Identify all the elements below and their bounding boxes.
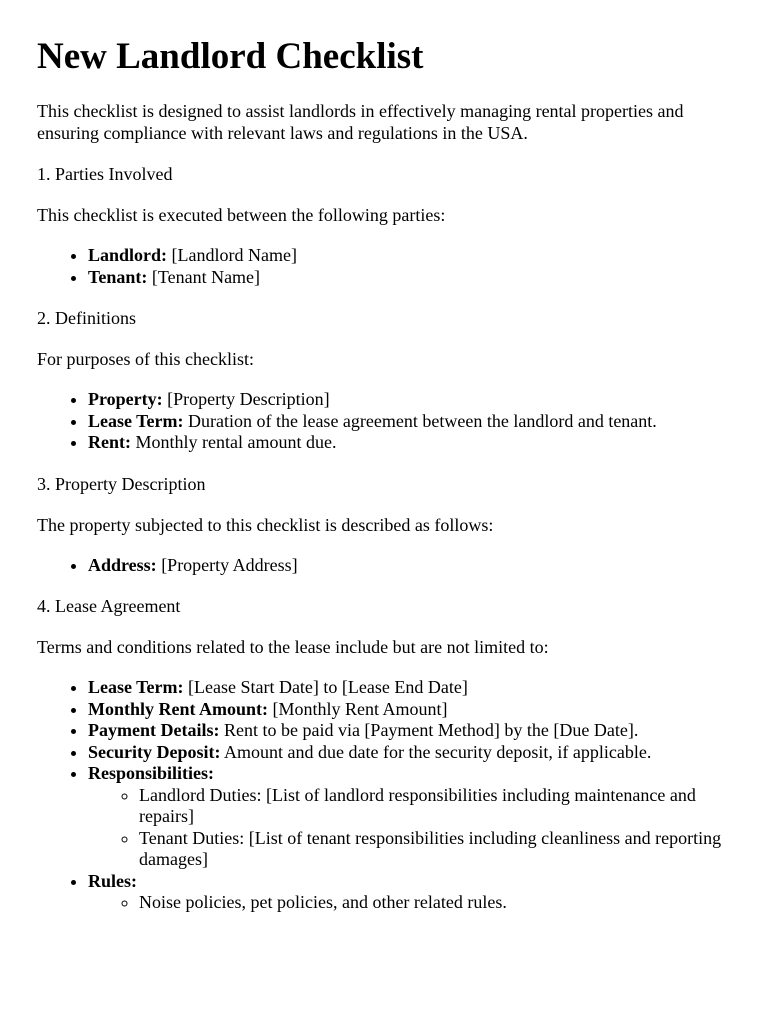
item-value: Rent to be paid via [Payment Method] by the [Due Date].	[219, 720, 639, 740]
item-value: Duration of the lease agreement between the landlord and tenant.	[183, 410, 657, 431]
section-text-lease: Terms and conditions related to the lease include but are not limited to:	[37, 637, 549, 657]
item-value: [Monthly Rent Amount]	[268, 698, 448, 719]
sublist-item: ◦ Landlord Duties: [List of landlord responsibilities including maintenance and repairs]	[139, 785, 730, 828]
item-label: Rent:	[88, 432, 131, 452]
item-label: Lease Term:	[88, 677, 184, 697]
list-item	[88, 871, 730, 914]
item-value: Monthly rental amount due.	[131, 432, 337, 452]
list-item	[88, 245, 730, 267]
list-item	[88, 432, 730, 454]
item-value: [Property Address]	[156, 554, 298, 575]
section-heading-lease: 4. Lease Agreement	[37, 596, 181, 616]
section-text-property: The property subjected to this checklist is described as follows:	[37, 514, 494, 535]
list-item	[88, 411, 730, 433]
item-label: Address:	[88, 554, 157, 575]
lease-list	[37, 677, 730, 914]
item-label: Landlord:	[88, 245, 168, 265]
section-text-parties: This checklist is executed between the following parties:	[37, 205, 446, 225]
list-item	[88, 677, 730, 699]
item-value: [Tenant Name]	[147, 266, 261, 287]
item-value: [Lease Start Date] to [Lease End Date]	[183, 677, 468, 697]
parties-list	[37, 245, 730, 288]
list-item	[88, 389, 730, 411]
responsibilities-sublist	[88, 785, 730, 871]
item-label: Lease Term:	[88, 410, 184, 431]
property-list	[37, 555, 730, 577]
list-item	[88, 763, 730, 871]
rules-sublist	[88, 892, 730, 914]
item-value: [Landlord Name]	[167, 245, 297, 265]
section-heading-definitions: 2. Definitions	[37, 308, 136, 328]
sublist-item: ◦ Tenant Duties: [List of tenant responsibilities including cleanliness and reporting damages]	[139, 828, 730, 871]
item-label: Rules:	[88, 870, 137, 891]
page-title: New Landlord Checklist	[37, 36, 424, 77]
item-value: Amount and due date for the security deposit, if applicable.	[220, 741, 652, 762]
list-item	[88, 720, 730, 742]
item-label: Monthly Rent Amount:	[88, 698, 269, 719]
list-item	[88, 699, 730, 721]
section-heading-property: 3. Property Description	[37, 473, 206, 494]
section-text-definitions: For purposes of this checklist:	[37, 349, 254, 369]
intro-paragraph: This checklist is designed to assist landlords in effectively managing rental properties and ensuring compliance with relevant laws and regulations in the USA.	[37, 101, 684, 143]
section-heading-parties: 1. Parties Involved	[37, 164, 173, 184]
list-item	[88, 742, 730, 764]
item-label: Responsibilities:	[88, 763, 215, 783]
item-label: Property:	[88, 389, 163, 409]
item-label: Payment Details:	[88, 720, 220, 740]
item-label: Security Deposit:	[88, 741, 221, 762]
sublist-item: ◦ Noise policies, pet policies, and other related rules.	[139, 892, 730, 914]
list-item	[88, 555, 730, 577]
item-label: Tenant:	[88, 266, 148, 287]
item-value: [Property Description]	[162, 389, 330, 409]
list-item	[88, 267, 730, 289]
definitions-list	[37, 389, 730, 454]
